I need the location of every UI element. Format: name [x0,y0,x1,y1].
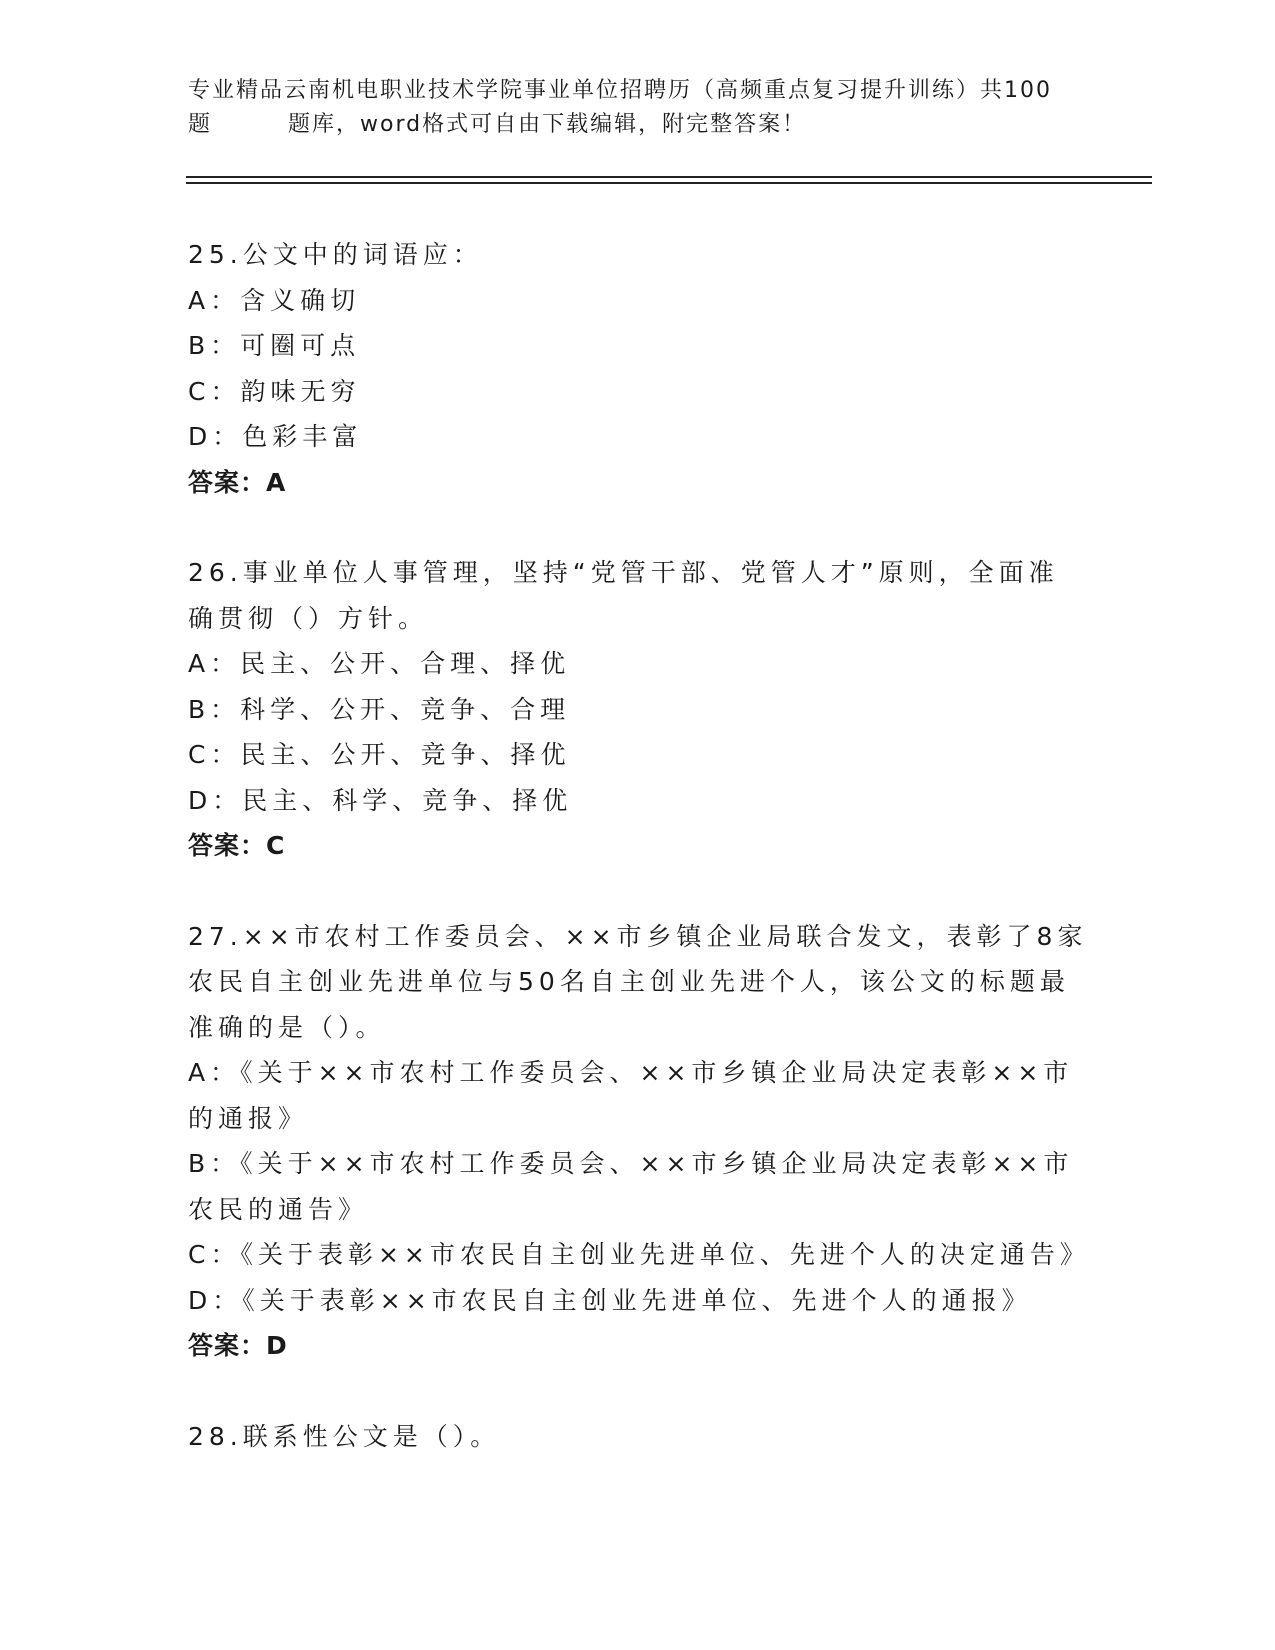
option-d: D：色彩丰富 [188,422,363,451]
option-a: A：民主、公开、合理、择优 [188,649,571,678]
question-27 [188,914,1088,1369]
answer-line: 答案：D [188,1331,288,1360]
option-b: B：科学、公开、竞争、合理 [188,694,571,724]
question-stem: 28.联系性公文是（）。 [188,1421,501,1451]
option-d: D：民主、科学、竞争、择优 [188,785,573,815]
header-divider-top [186,176,1152,178]
answer-line: 答案：A [188,467,287,497]
header-title-lead: 题 [188,112,213,137]
option-b: B：可圈可点 [188,331,361,360]
question-28 [188,1414,1088,1460]
question-stem: 26.事业单位人事管理，坚持“党管干部、党管人才”原则，全面准确贯彻（）方针。 [188,558,1059,633]
question-stem: 27.××市农村工作委员会、××市乡镇企业局联合发文，表彰了8家农民自主创业先进单位与50名自主创业先进个人，该公文的标题最准确的是（）。 [188,921,1088,1042]
answer-line: 答案：C [188,831,286,860]
question-stem: 25.公文中的词语应： [188,240,483,269]
option-c: C：《关于表彰××市农民自主创业先进单位、先进个人的决定通告》 [188,1240,1090,1269]
question-list [188,232,1088,1504]
option-b: B：《关于××市农村工作委员会、××市乡镇企业局决定表彰××市农民的通告》 [188,1149,1074,1224]
question-25 [188,232,1088,505]
header-divider-bottom [186,182,1152,184]
option-a: A：含义确切 [188,285,361,315]
option-c: C：韵味无穷 [188,376,361,406]
header-title-line-2 [188,108,1088,142]
header-title-rest: 题库，word格式可自由下载编辑，附完整答案！ [288,112,807,137]
document-header [188,74,1088,142]
header-title-line-1: 专业精品云南机电职业技术学院事业单位招聘历（高频重点复习提升训练）共100 [188,78,1052,103]
question-26 [188,550,1088,869]
option-d: D：《关于表彰××市农民自主创业先进单位、先进个人的通报》 [188,1285,1032,1315]
option-a: A：《关于××市农村工作委员会、××市乡镇企业局决定表彰××市的通报》 [188,1058,1074,1133]
option-c: C：民主、公开、竞争、择优 [188,740,571,769]
